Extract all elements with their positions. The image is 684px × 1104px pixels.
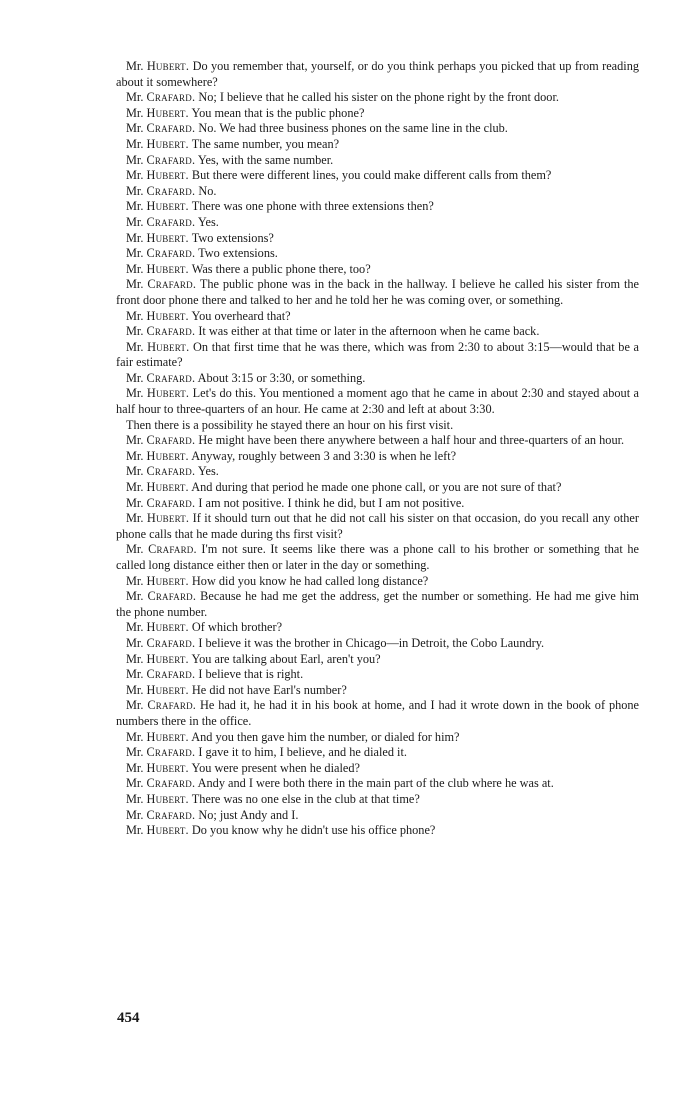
speaker-name: Crafard. — [146, 433, 196, 448]
speaker-name: Hubert. — [146, 791, 189, 806]
transcript-paragraph — [116, 480, 639, 496]
transcript-paragraph — [116, 589, 639, 620]
speech-text: I'm not sure. It seems like there was a phone call to his brother or something that he called long distance either then or later in the day or something. — [116, 542, 639, 572]
transcript-paragraph — [116, 418, 639, 434]
speech-text: I believe it was the brother in Chicago—in Detroit, the Cobo Laundry. — [198, 635, 545, 650]
speaker-title: Mr. — [126, 542, 144, 557]
speech-text: Because he had me get the address, get the number or something. He had me give him the phone number. — [116, 589, 639, 619]
transcript-paragraph — [116, 59, 639, 90]
speaker-title: Mr. — [126, 667, 144, 682]
transcript-paragraph — [116, 823, 639, 839]
speech-text: The public phone was in the back in the hallway. I believe he called his sister from the front door phone there and talked to her and he told her he was coming over, or something. — [116, 277, 639, 307]
speaker-title: Mr. — [126, 729, 144, 744]
speech-text: He might have been there anywhere between a half hour and three-quarters of an hour. — [198, 433, 625, 448]
speaker-title: Mr. — [126, 136, 144, 151]
speaker-title: Mr. — [126, 620, 144, 635]
transcript-page — [116, 59, 639, 839]
speaker-name: Crafard. — [146, 152, 196, 167]
speaker-name: Crafard. — [146, 635, 196, 650]
speaker-name: Crafard. — [147, 589, 197, 604]
speaker-title: Mr. — [126, 339, 144, 354]
speech-text: And during that period he made one phone call, or you are not sure of that? — [191, 480, 562, 495]
speaker-title: Mr. — [126, 152, 144, 167]
page-number: 454 — [117, 1010, 140, 1026]
speaker-title: Mr. — [126, 105, 144, 120]
transcript-paragraph — [116, 730, 639, 746]
speech-text: Andy and I were both there in the main part of the club where he was at. — [197, 776, 554, 791]
transcript-paragraph — [116, 246, 639, 262]
transcript-body — [116, 59, 639, 839]
speech-text: You were present when he dialed? — [191, 760, 360, 775]
speaker-name: Crafard. — [147, 698, 197, 713]
speaker-name: Hubert. — [146, 651, 189, 666]
speaker-title: Mr. — [126, 823, 144, 838]
transcript-paragraph — [116, 776, 639, 792]
transcript-paragraph — [116, 199, 639, 215]
speaker-name: Crafard. — [146, 370, 196, 385]
transcript-paragraph — [116, 620, 639, 636]
speech-text: He did not have Earl's number? — [191, 682, 347, 697]
transcript-paragraph — [116, 449, 639, 465]
speaker-name: Crafard. — [148, 542, 197, 557]
speaker-name: Crafard. — [146, 90, 196, 105]
transcript-paragraph — [116, 636, 639, 652]
transcript-paragraph — [116, 106, 639, 122]
speech-text: No. — [198, 183, 217, 198]
speech-text: Do you know why he didn't use his office phone? — [191, 823, 436, 838]
speech-text: Two extensions? — [191, 230, 274, 245]
transcript-paragraph — [116, 90, 639, 106]
speaker-title: Mr. — [126, 651, 144, 666]
speaker-name: Hubert. — [146, 308, 189, 323]
speech-text: Yes. — [197, 214, 219, 229]
transcript-paragraph — [116, 386, 639, 417]
speaker-title: Mr. — [126, 448, 144, 463]
speaker-title: Mr. — [126, 246, 144, 261]
speaker-name: Crafard. — [146, 807, 196, 822]
transcript-paragraph — [116, 698, 639, 729]
speaker-name: Hubert. — [146, 511, 190, 526]
speech-text: I gave it to him, I believe, and he dialed it. — [198, 745, 407, 760]
transcript-paragraph — [116, 277, 639, 308]
speech-text: Two extensions. — [198, 246, 278, 261]
speaker-title: Mr. — [126, 121, 144, 136]
speaker-name: Crafard. — [146, 464, 196, 479]
speaker-name: Crafard. — [146, 324, 196, 339]
speaker-title: Mr. — [126, 573, 144, 588]
speaker-title: Mr. — [126, 277, 144, 292]
speaker-name: Hubert. — [146, 682, 189, 697]
speaker-title: Mr. — [126, 386, 144, 401]
speech-text: No. We had three business phones on the same line in the club. — [198, 121, 508, 136]
speaker-name: Crafard. — [146, 667, 196, 682]
speaker-name: Hubert. — [146, 620, 189, 635]
transcript-paragraph — [116, 652, 639, 668]
speaker-name: Hubert. — [146, 230, 189, 245]
transcript-paragraph — [116, 215, 639, 231]
speaker-title: Mr. — [126, 791, 144, 806]
speech-text: I believe that is right. — [198, 667, 304, 682]
speaker-title: Mr. — [126, 199, 144, 214]
transcript-paragraph — [116, 324, 639, 340]
speaker-title: Mr. — [126, 90, 144, 105]
speech-text: About 3:15 or 3:30, or something. — [197, 370, 366, 385]
speaker-title: Mr. — [126, 760, 144, 775]
transcript-paragraph — [116, 667, 639, 683]
transcript-paragraph — [116, 121, 639, 137]
speech-text: No; just Andy and I. — [198, 807, 299, 822]
speech-text: Do you remember that, yourself, or do you think perhaps you picked that up from reading about it somewhere? — [116, 59, 639, 89]
transcript-paragraph — [116, 496, 639, 512]
speaker-title: Mr. — [126, 214, 144, 229]
speaker-title: Mr. — [126, 183, 144, 198]
transcript-paragraph — [116, 808, 639, 824]
speaker-title: Mr. — [126, 682, 144, 697]
transcript-paragraph — [116, 792, 639, 808]
speaker-title: Mr. — [126, 480, 144, 495]
speech-text: On that first time that he was there, which was from 2:30 to about 3:15—would that be a fair estimate? — [116, 339, 639, 370]
speech-text: But there were different lines, you could make different calls from them? — [191, 168, 552, 183]
speaker-name: Crafard. — [146, 745, 196, 760]
speaker-title: Mr. — [126, 511, 144, 526]
speaker-title: Mr. — [126, 698, 144, 713]
speaker-name: Hubert. — [146, 105, 189, 120]
transcript-paragraph — [116, 511, 639, 542]
speaker-title: Mr. — [126, 433, 144, 448]
speaker-title: Mr. — [126, 370, 144, 385]
speaker-name: Hubert. — [146, 573, 189, 588]
speech-text: I am not positive. I think he did, but I am not positive. — [198, 495, 465, 510]
speech-text: Yes, with the same number. — [197, 152, 334, 167]
speaker-name: Hubert. — [146, 199, 189, 214]
speaker-name: Crafard. — [146, 214, 196, 229]
speaker-name: Crafard. — [146, 246, 196, 261]
transcript-paragraph — [116, 745, 639, 761]
speech-text: You overheard that? — [191, 308, 291, 323]
speech-text: You are talking about Earl, aren't you? — [191, 651, 381, 666]
transcript-paragraph — [116, 340, 639, 371]
transcript-paragraph — [116, 683, 639, 699]
speaker-title: Mr. — [126, 776, 144, 791]
speech-text: Let's do this. You mentioned a moment ago that he came in about 2:30 and stayed about a half hour to three-quarters of an hour. He came at 2:30 and left at about 3:30. — [116, 386, 639, 417]
speech-text: How did you know he had called long distance? — [191, 573, 429, 588]
speaker-title: Mr. — [126, 464, 144, 479]
speech-text: And you then gave him the number, or dialed for him? — [191, 729, 460, 744]
speaker-title: Mr. — [126, 745, 144, 760]
speaker-name: Crafard. — [146, 121, 196, 136]
speech-text: You mean that is the public phone? — [191, 105, 365, 120]
speaker-name: Hubert. — [146, 448, 189, 463]
speaker-name: Hubert. — [146, 136, 189, 151]
speech-text: There was no one else in the club at that time? — [191, 791, 420, 806]
speaker-title: Mr. — [126, 807, 144, 822]
transcript-paragraph — [116, 464, 639, 480]
speech-text: There was one phone with three extensions then? — [191, 199, 434, 214]
transcript-paragraph — [116, 542, 639, 573]
speech-text: It was either at that time or later in the afternoon when he came back. — [198, 324, 540, 339]
transcript-paragraph — [116, 761, 639, 777]
transcript-paragraph — [116, 574, 639, 590]
speech-text: He had it, he had it in his book at home, and I had it wrote down in the book of phone numbers there in the office. — [116, 698, 639, 728]
transcript-paragraph — [116, 262, 639, 278]
transcript-paragraph — [116, 137, 639, 153]
speaker-title: Mr. — [126, 589, 144, 604]
transcript-paragraph — [116, 309, 639, 325]
transcript-paragraph — [116, 184, 639, 200]
speech-text: No; I believe that he called his sister on the phone right by the front door. — [198, 90, 559, 105]
speaker-name: Hubert. — [146, 168, 189, 183]
speaker-name: Crafard. — [146, 183, 196, 198]
speaker-name: Crafard. — [146, 776, 196, 791]
speaker-name: Hubert. — [146, 480, 189, 495]
speaker-name: Hubert. — [146, 261, 189, 276]
speaker-name: Crafard. — [146, 495, 196, 510]
speech-text: Yes. — [197, 464, 219, 479]
transcript-paragraph — [116, 231, 639, 247]
speech-text: Was there a public phone there, too? — [191, 261, 371, 276]
speaker-title: Mr. — [126, 495, 144, 510]
speaker-name: Hubert. — [146, 823, 189, 838]
speech-text: Anyway, roughly between 3 and 3:30 is when he left? — [191, 448, 457, 463]
speech-text: The same number, you mean? — [191, 136, 340, 151]
transcript-paragraph — [116, 433, 639, 449]
speaker-title: Mr. — [126, 308, 144, 323]
speaker-name: Hubert. — [146, 729, 189, 744]
speaker-name: Hubert. — [146, 59, 190, 73]
transcript-paragraph — [116, 153, 639, 169]
speaker-title: Mr. — [126, 230, 144, 245]
speaker-name: Hubert. — [146, 760, 189, 775]
speaker-name: Crafard. — [147, 277, 197, 292]
speaker-name: Hubert. — [147, 339, 190, 354]
speech-text: Then there is a possibility he stayed there an hour on his first visit. — [126, 417, 454, 432]
speaker-title: Mr. — [126, 635, 144, 650]
speaker-name: Hubert. — [146, 386, 190, 401]
transcript-paragraph — [116, 168, 639, 184]
speaker-title: Mr. — [126, 59, 144, 73]
speech-text: Of which brother? — [191, 620, 283, 635]
speaker-title: Mr. — [126, 168, 144, 183]
speaker-title: Mr. — [126, 324, 144, 339]
speaker-title: Mr. — [126, 261, 144, 276]
speech-text: If it should turn out that he did not call his sister on that occasion, do you recall any other phone calls that he made during ths first visit? — [116, 511, 639, 541]
transcript-paragraph — [116, 371, 639, 387]
